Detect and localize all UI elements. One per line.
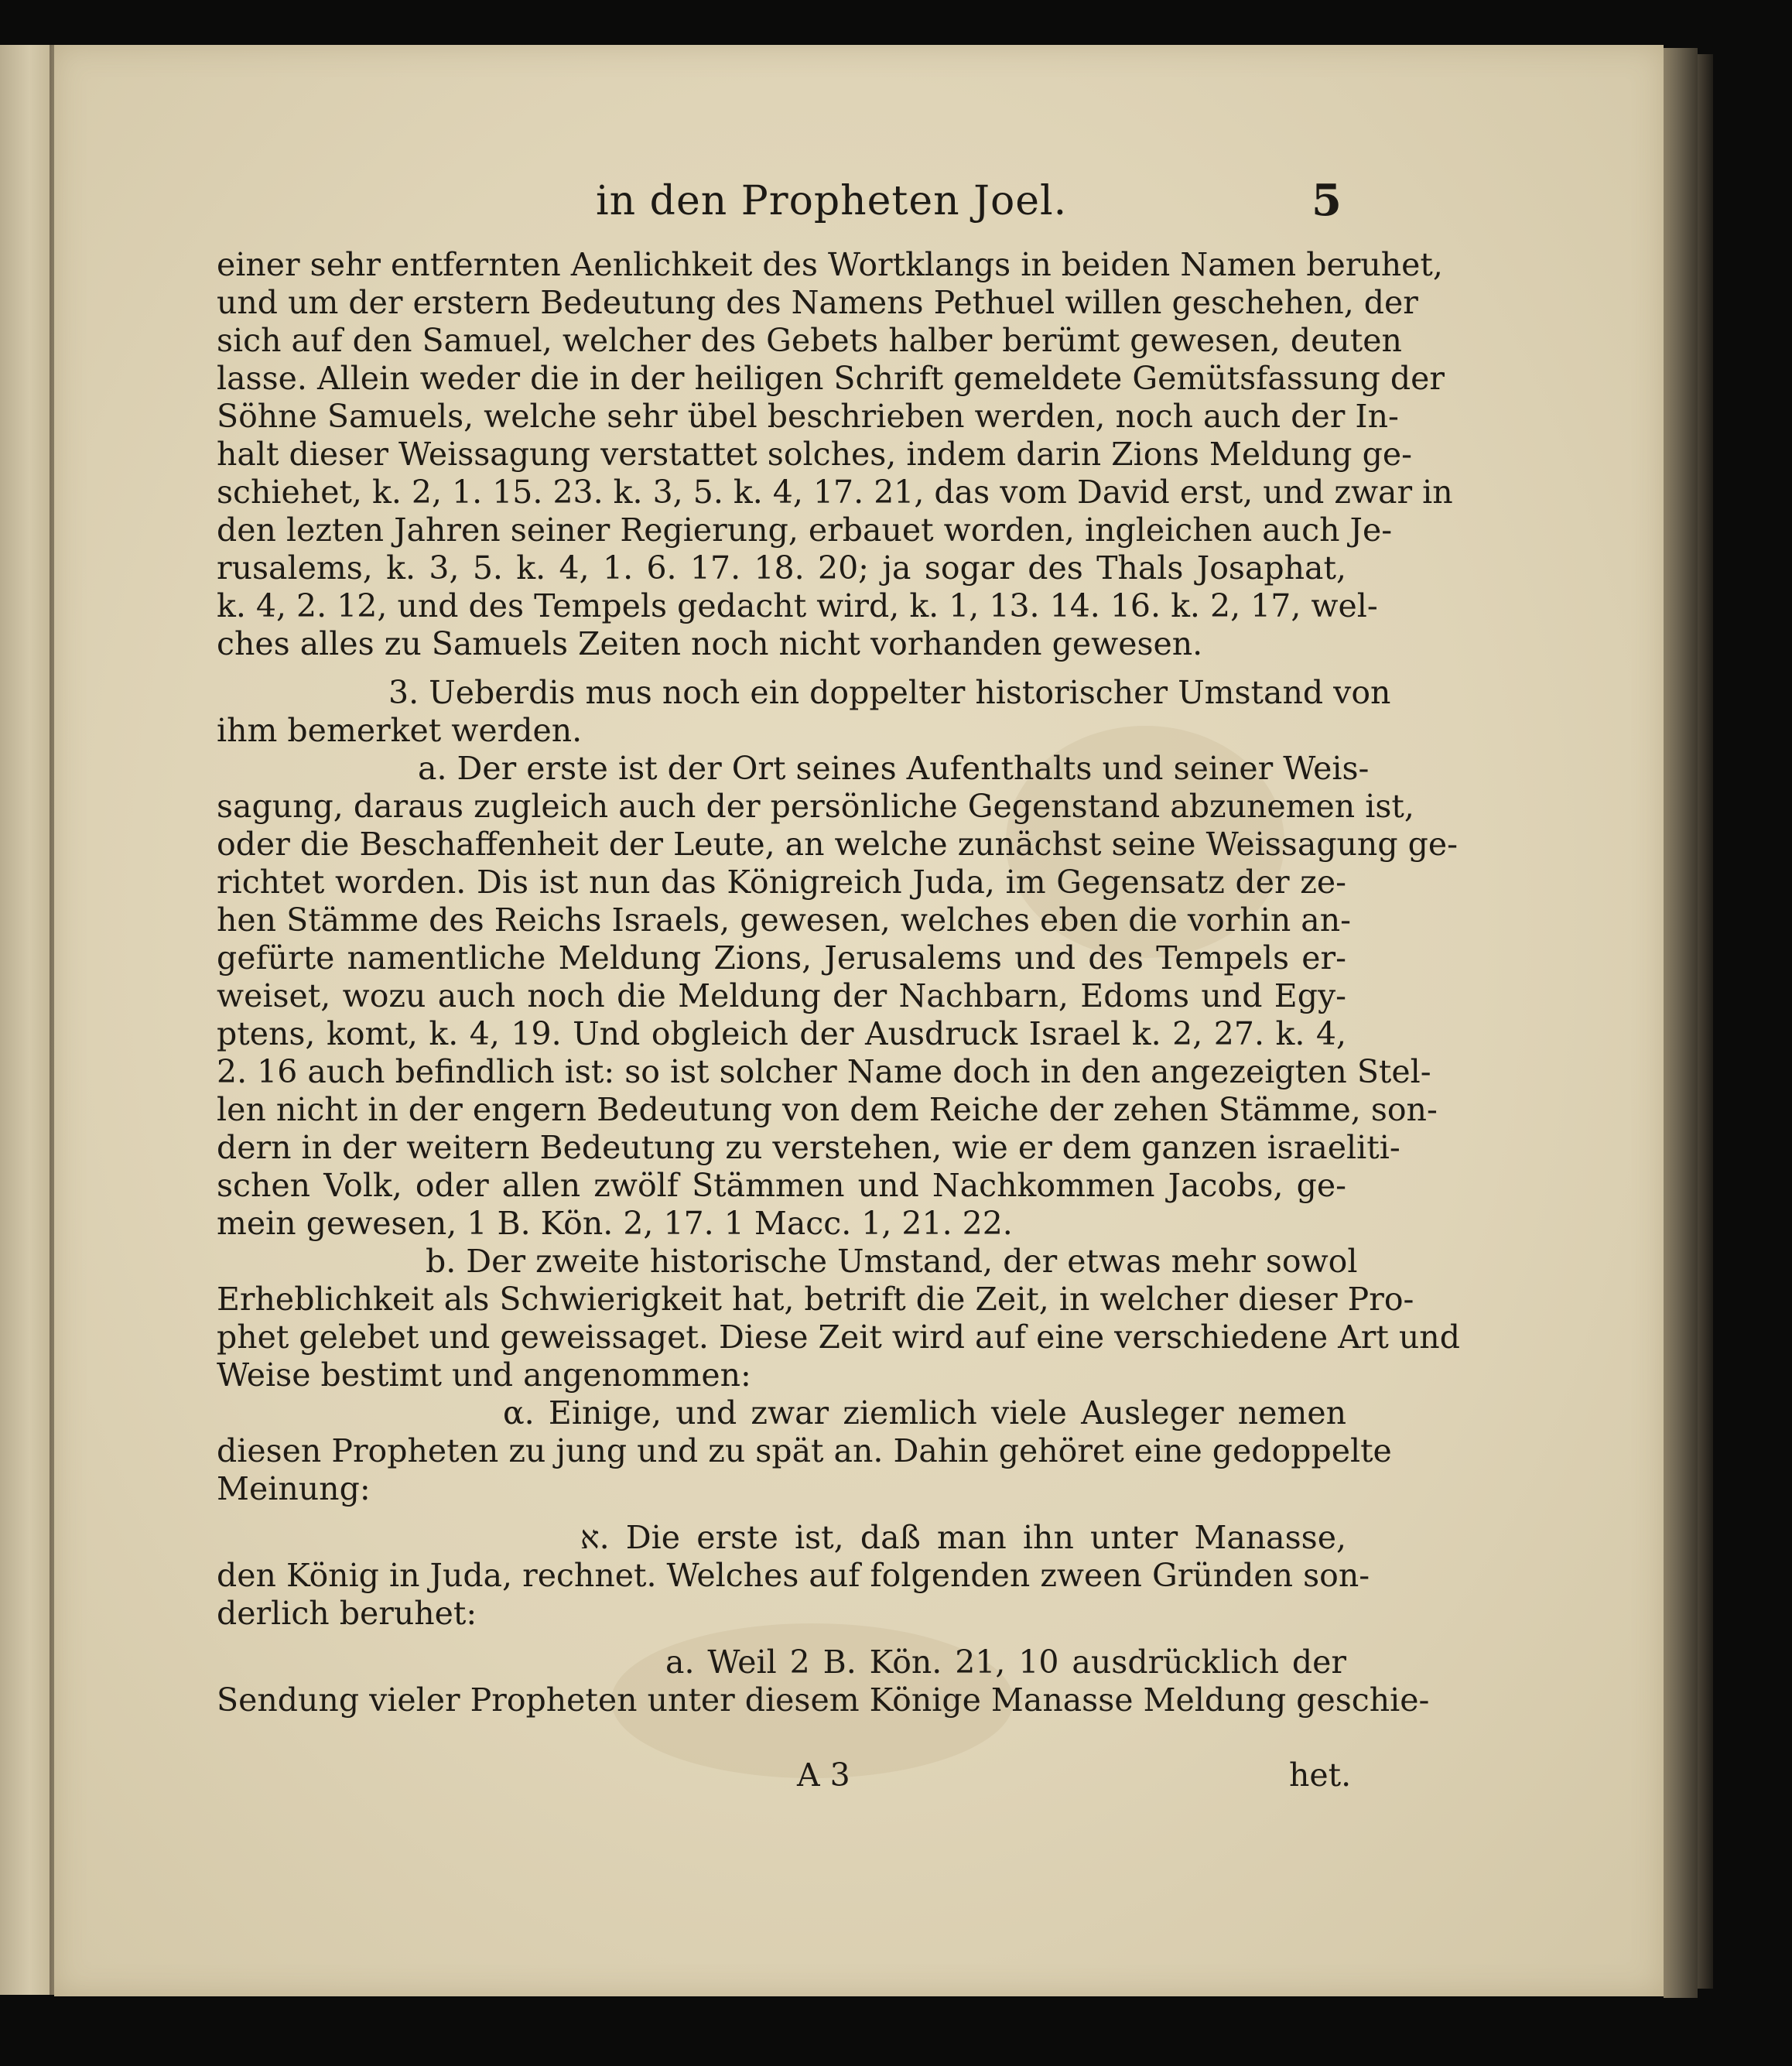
paragraph-3-start: 3. Ueberdis mus noch ein doppelter historischer Umstand von — [388, 674, 1391, 711]
text-line: richtet worden. Dis ist nun das Königreich Juda, im Gegensatz der ze- — [217, 864, 1346, 901]
page-edge-stack — [1664, 48, 1698, 1998]
text-line: Weise bestimt und angenommen: — [217, 1356, 751, 1394]
page-header — [54, 169, 1664, 231]
text-line: diesen Propheten zu jung und zu spät an. Dahin gehöret eine gedoppelte — [217, 1432, 1392, 1469]
paragraph-aleph-start: א. Die erste ist, daß man ihn unter Manasse, — [580, 1519, 1346, 1556]
text-line: phet gelebet und geweissaget. Diese Zeit wird auf eine verschiedene Art und — [217, 1319, 1460, 1356]
text-line: den König in Juda, rechnet. Welches auf folgenden zween Gründen son- — [217, 1557, 1370, 1594]
book-cover-edge — [1698, 54, 1713, 1989]
text-line: gefürte namentliche Meldung Zions, Jerusalems und des Tempels er- — [217, 939, 1346, 977]
text-line: k. 4, 2. 12, und des Tempels gedacht wird, k. 1, 13. 14. 16. k. 2, 17, wel- — [217, 587, 1378, 624]
page-number: 5 — [1312, 175, 1342, 226]
body-text — [217, 246, 1460, 1719]
text-line: schiehet, k. 2, 1. 15. 23. k. 3, 5. k. 4, 17. 21, das vom David erst, und zwar in — [217, 474, 1453, 511]
paragraph-a2-start: a. Weil 2 B. Kön. 21, 10 ausdrücklich der — [665, 1644, 1346, 1681]
text-line: sagung, daraus zugleich auch der persönliche Gegenstand abzunemen ist, — [217, 788, 1414, 825]
text-line: derlich beruhet: — [217, 1595, 477, 1632]
text-line: den lezten Jahren seiner Regierung, erbauet worden, ingleichen auch Je- — [217, 511, 1393, 549]
text-line: lasse. Allein weder die in der heiligen Schrift gemeldete Gemütsfassung der — [217, 360, 1445, 397]
text-line: hen Stämme des Reichs Israels, gewesen, welches eben die vorhin an- — [217, 901, 1351, 939]
signature-mark: A 3 — [797, 1756, 850, 1794]
text-line: rusalems, k. 3, 5. k. 4, 1. 6. 17. 18. 20; ja sogar des Thals Josaphat, — [217, 549, 1346, 587]
text-line: und um der erstern Bedeutung des Namens Pethuel willen geschehen, der — [217, 284, 1418, 321]
text-line: ptens, komt, k. 4, 19. Und obgleich der Ausdruck Israel k. 2, 27. k. 4, — [217, 1015, 1346, 1052]
paragraph-b-start: b. Der zweite historische Umstand, der etwas mehr sowol — [426, 1243, 1358, 1280]
text-line: oder die Beschaffenheit der Leute, an welche zunächst seine Weissagung ge- — [217, 826, 1458, 863]
left-page-edge — [0, 45, 56, 1995]
text-line: Söhne Samuels, welche sehr übel beschrieben werden, noch auch der In- — [217, 398, 1399, 435]
text-line: dern in der weitern Bedeutung zu verstehen, wie er dem ganzen israeliti- — [217, 1129, 1400, 1166]
text-line: Sendung vieler Propheten unter diesem Könige Manasse Meldung geschie- — [217, 1681, 1430, 1719]
paragraph-a-start: a. Der erste ist der Ort seines Aufenthalts und seiner Weis- — [418, 750, 1370, 787]
text-line: halt dieser Weissagung verstattet solches, indem darin Zions Meldung ge- — [217, 436, 1412, 473]
paragraph-alpha-start: α. Einige, und zwar ziemlich viele Ausleger nemen — [503, 1394, 1346, 1431]
text-line: 2. 16 auch befindlich ist: so ist solcher Name doch in den angezeigten Stel- — [217, 1053, 1431, 1090]
text-line: ches alles zu Samuels Zeiten noch nicht vorhanden gewesen. — [217, 625, 1203, 662]
text-line: Erheblichkeit als Schwierigkeit hat, betrift die Zeit, in welcher dieser Pro- — [217, 1281, 1414, 1318]
text-line: einer sehr entfernten Aenlichkeit des Wortklangs in beiden Namen beruhet, — [217, 246, 1443, 283]
text-line: schen Volk, oder allen zwölf Stämmen und Nachkommen Jacobs, ge- — [217, 1167, 1346, 1204]
text-line: mein gewesen, 1 B. Kön. 2, 17. 1 Macc. 1, 21. 22. — [217, 1205, 1013, 1242]
running-title: in den Propheten Joel. — [596, 178, 1068, 224]
text-line: weiset, wozu auch noch die Meldung der Nachbarn, Edoms und Egy- — [217, 977, 1346, 1014]
text-line: sich auf den Samuel, welcher des Gebets halber berümt gewesen, deuten — [217, 322, 1402, 359]
catchword: het. — [1289, 1756, 1352, 1794]
text-line: Meinung: — [217, 1470, 371, 1507]
text-line: ihm bemerket werden. — [217, 712, 583, 749]
page-footer — [54, 1750, 1664, 1797]
text-line: len nicht in der engern Bedeutung von dem Reiche der zehen Stämme, son- — [217, 1091, 1438, 1128]
